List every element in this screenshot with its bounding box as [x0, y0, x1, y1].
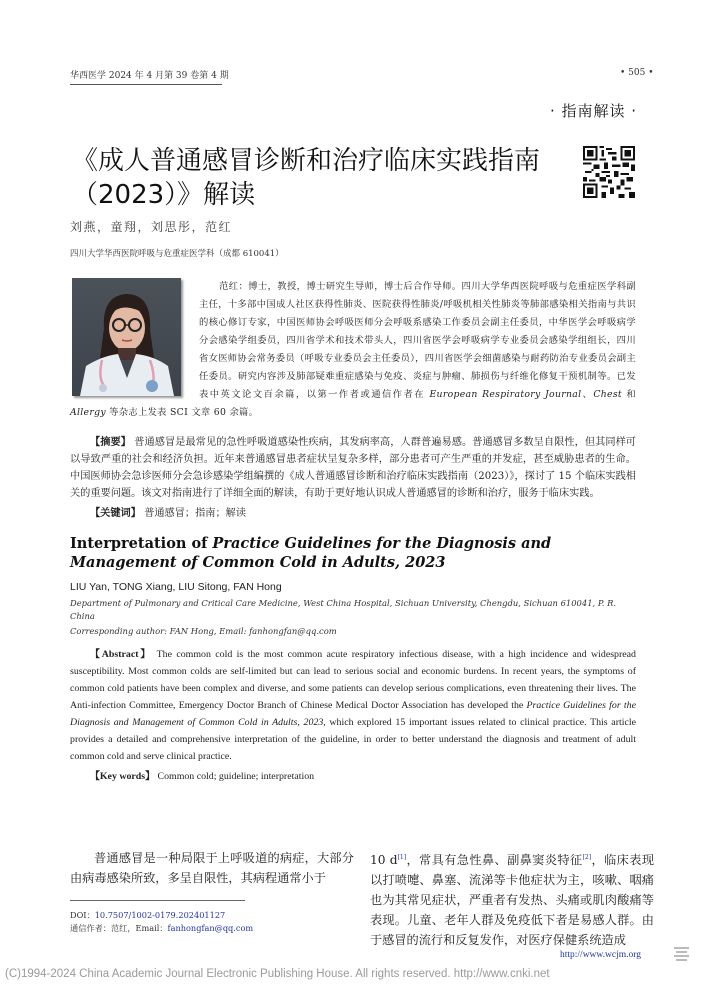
author-bio: [70, 278, 636, 422]
author-photo: [72, 278, 181, 396]
bio-journal-1b: Journal: [545, 389, 582, 400]
body-column-right: [370, 848, 654, 950]
page-number: • 505 •: [620, 68, 654, 78]
body-column-left: [70, 848, 354, 888]
section-label: · 指南解读 ·: [550, 102, 638, 120]
abstract-en-italic: Practice Guidelines for the Diagnosis and Management of Common Cold in Adults, 2023: [70, 700, 636, 728]
keywords-cn-label: 【关键词】: [90, 508, 141, 519]
abstract-cn-label: 【摘要】: [90, 437, 131, 448]
abstract-en-text-2: , which explored 15 important issues related to clinical practice. This article provides a detailed and comprehensive interpretation of the guideline, in order to better understand the diagnosis and treatment of adult common cold and serve clinical practice.: [70, 717, 636, 762]
body-right-c: ，临床表现以打喷嚏、鼻塞、流涕等卡他症状为主，咳嗽、咽痛也为其常见症状，严重者有发热、头痛或肌肉酸痛等表现。儿童、老年人群及免疫低下者是易感人群。由于感冒的流行和反复发作，对医疗保健系统造成: [370, 853, 655, 948]
title-en-prefix: Interpretation of: [70, 535, 213, 552]
body-right-a: 10 d: [370, 853, 398, 868]
corresponding-author-cn: [70, 923, 253, 934]
title-en-italic: Practice Guidelines for the Diagnosis and Management of Common Cold in Adults, 2023: [70, 535, 552, 571]
keywords-en: [70, 768, 636, 785]
abstract-cn: [70, 434, 636, 502]
journal-url-link[interactable]: http://www.wcjm.org: [560, 950, 642, 960]
portrait-image: [72, 278, 181, 396]
article-title-en: [70, 534, 636, 572]
email-link[interactable]: fanhongfan@qq.com: [167, 923, 254, 933]
affiliation-cn: 四川大学华西医院呼吸与危重症医学科（成都 610041）: [70, 249, 284, 259]
bio-journal-1: European Respiratory: [429, 389, 541, 400]
article-title-cn: [72, 144, 552, 212]
title-line-2: （2023）》解读: [72, 180, 256, 210]
affiliation-en: Department of Pulmonary and Critical Care Medicine, West China Hospital, Sichuan University, Chengdu, Sichuan 610041, P. R. China: [70, 598, 617, 621]
journal-logo-icon: [674, 946, 689, 963]
footnote-divider: [70, 900, 245, 901]
title-line-1: 《成人普通感冒诊断和治疗临床实践指南: [72, 146, 541, 176]
qr-code-icon[interactable]: [583, 146, 635, 198]
keywords-en-label: 【Key words】: [90, 771, 156, 782]
bio-text: 范红：博士，教授，博士研究生导师，博士后合作导师。四川大学华西医院呼吸与危重症医学科副主任，十多部中国成人社区获得性肺炎、医院获得性肺炎/呼吸机相关性肺炎等肺部感染相关指南与共识的核心修订专家，中国医师协会呼吸医师分会呼吸系感染工作委员会副主任委员，中华医学会呼吸病学分会感染学组委员，四川省学术和技术带头人，四川省医学会呼吸病学专业委员会感染学组组长，四川省女医师协会常务委员（呼吸专业委员会主任委员），四川省医学会细菌感染与耐药防治专业委员会副主任委员。研究内容涉及肺部疑难重症感染与免疫、炎症与肿瘤、肺损伤与纤维化修复干预机制等。已发表中英文论文百余篇，以第一作者或通信作者在: [199, 281, 636, 400]
bio-tail-text: 等杂志上发表 SCI 文章 60 余篇。: [105, 407, 259, 418]
corr-cn-label: 通信作者：范红，Email：: [70, 923, 168, 933]
bio-journal-2: Chest: [593, 389, 622, 400]
body-left-text: 普通感冒是一种局限于上呼吸道的病症，大部分由病毒感染所致，多呈自限性，其病程通常小于: [70, 851, 354, 885]
authors-cn: 刘燕，童翔，刘思彤，范红: [70, 220, 233, 234]
doi-line: [70, 910, 225, 921]
doi-label: DOI：: [70, 910, 95, 920]
keywords-cn: [70, 505, 636, 522]
citation-2[interactable]: [2]: [582, 854, 592, 861]
abstract-cn-text: 普通感冒是最常见的急性呼吸道感染性疾病，其发病率高，人群普遍易感。普通感冒多数呈自限性，但其同样可以导致严重的社会和经济负担。近年来普通感冒患者症状呈复杂多样，部分患者可产生严重的并发症，甚至威胁患者的生命。中国医师协会急诊医师分会急诊感染学组编撰的《成人普通感冒诊断和治疗临床实践指南（2023）》，探讨了 15 个临床实践相关的重要问题。该文对指南进行了详细全面的解读，有助于更好地认识成人普通感冒的诊断和治疗，服务于临床实践。: [70, 437, 636, 499]
abstract-en-label: 【Abstract】: [90, 649, 153, 660]
main-flow-column: [70, 434, 636, 785]
doi-link[interactable]: 10.7507/1002-0179.202401127: [94, 910, 226, 920]
keywords-en-text: Common cold; guideline; interpretation: [157, 771, 315, 782]
bio-separator: 、: [581, 389, 594, 400]
copyright-watermark: (C)1994-2024 China Academic Journal Electronic Publishing House. All rights reserved. http://www.cnki.net: [5, 968, 550, 980]
keywords-cn-text: 普通感冒；指南；解读: [144, 508, 247, 519]
bio-and: 和: [621, 389, 636, 400]
bio-journal-3: Allergy: [70, 407, 106, 418]
authors-en: LIU Yan, TONG Xiang, LIU Sitong, FAN Hong: [70, 581, 282, 593]
corresponding-author-en: Corresponding author: FAN Hong, Email: fanhongfan@qq.com: [70, 626, 337, 636]
journal-issue-header: 华西医学 2024 年 4 月第 39 卷第 4 期: [70, 68, 222, 85]
abstract-en: [70, 646, 636, 765]
abstract-en-text-1: The common cold is the most common acute respiratory infectious disease, with a high incidence and widespread susceptibility. Most common colds are self-limited but can lead to serious social and economic burdens. In recent years, the symptoms of common cold patients have been complex and diverse, and some patients can develop serious complications, even threatening their lives. The Anti-infection Committee, Emergency Doctor Branch of Chinese Medical Doctor Association has developed the: [70, 649, 636, 711]
body-right-b: ，常具有急性鼻、副鼻窦炎特征: [406, 853, 583, 868]
citation-1[interactable]: [1]: [397, 854, 407, 861]
